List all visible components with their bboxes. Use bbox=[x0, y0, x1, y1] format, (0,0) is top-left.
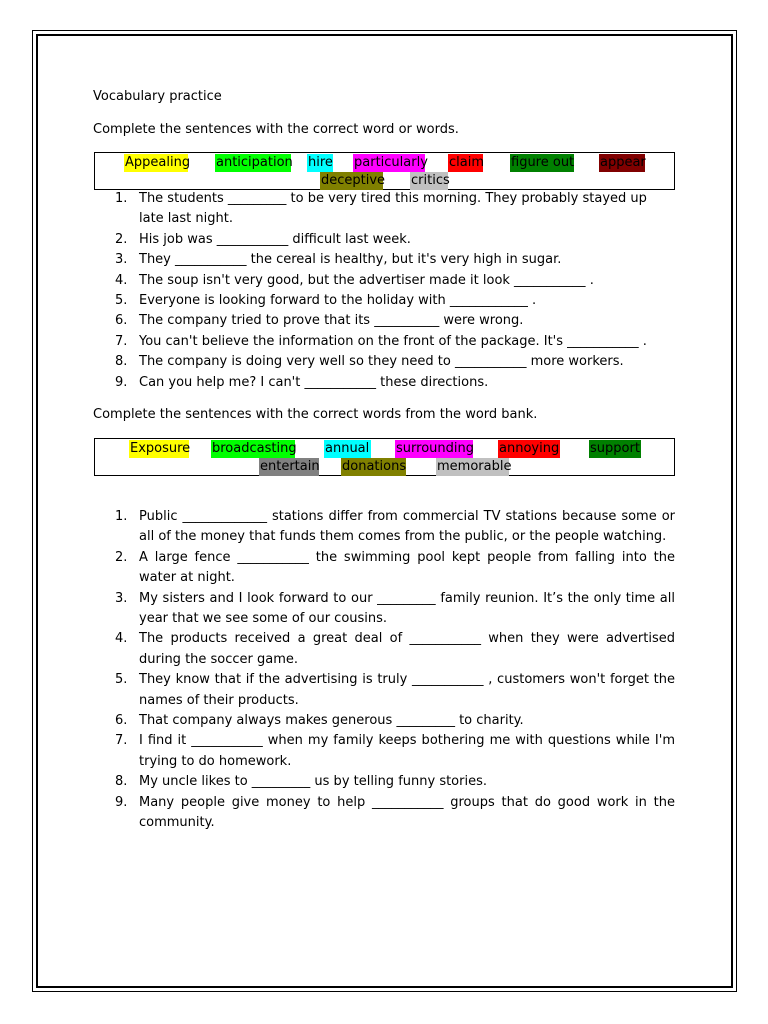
word-chip: Exposure bbox=[130, 441, 191, 456]
question-number: 2. bbox=[115, 549, 128, 565]
question-text: That company always makes generous _________ to charity. bbox=[139, 713, 524, 729]
question-text: My sisters and I look forward to our _________ family reunion. It’s the only time all year that we see some of our cousins. bbox=[139, 590, 675, 627]
question-item bbox=[115, 189, 675, 230]
word-chip: broadcasting bbox=[212, 441, 297, 456]
word-chip: appear bbox=[600, 155, 646, 170]
question-item bbox=[115, 670, 675, 711]
question-list-2 bbox=[115, 507, 675, 834]
question-text: You can't believe the information on the front of the package. It's ___________ . bbox=[139, 333, 647, 349]
question-number: 6. bbox=[115, 313, 128, 329]
question-number: 5. bbox=[115, 293, 128, 309]
question-number: 4. bbox=[115, 631, 128, 647]
question-list-1 bbox=[115, 189, 675, 393]
question-number: 9. bbox=[115, 794, 128, 810]
question-text: I find it ___________ when my family keeps bothering me with questions while I'm trying to do homework. bbox=[139, 733, 675, 769]
question-item bbox=[115, 731, 675, 772]
question-text: The products received a great deal of ___________ when they were advertised during the soccer game. bbox=[139, 631, 675, 667]
question-text: Many people give money to help ___________ groups that do good work in the community. bbox=[139, 794, 675, 831]
question-item bbox=[115, 711, 675, 731]
question-item bbox=[115, 373, 675, 393]
question-item bbox=[115, 589, 675, 630]
word-chip: hire bbox=[308, 155, 333, 170]
question-number: 3. bbox=[115, 590, 128, 606]
question-text: His job was ___________ difficult last week. bbox=[139, 231, 411, 247]
word-chip: critics bbox=[411, 173, 450, 188]
word-chip: annual bbox=[325, 441, 370, 456]
word-bank-2 bbox=[94, 438, 675, 476]
word-bank-1 bbox=[94, 152, 675, 190]
word-chip: anticipation bbox=[216, 155, 293, 170]
question-item bbox=[115, 291, 675, 311]
question-number: 1. bbox=[115, 509, 128, 524]
question-item bbox=[115, 352, 675, 372]
question-item bbox=[115, 332, 675, 352]
question-text: My uncle likes to _________ us by telling funny stories. bbox=[139, 774, 487, 790]
word-chip: surrounding bbox=[396, 441, 474, 456]
question-text: Public _____________ stations differ from commercial TV stations because some or all of the money that funds them comes from the public, or the people watching. bbox=[139, 509, 675, 545]
question-number: 4. bbox=[115, 272, 128, 288]
question-text: Everyone is looking forward to the holiday with ____________ . bbox=[139, 293, 537, 309]
question-number: 7. bbox=[115, 333, 128, 349]
question-item bbox=[115, 250, 675, 270]
question-text: Can you help me? I can't ___________ these directions. bbox=[139, 374, 489, 390]
word-chip: donations bbox=[342, 459, 407, 474]
question-text: A large fence ___________ the swimming pool kept people from falling into the water at night. bbox=[139, 549, 675, 586]
page-title: Vocabulary practice bbox=[93, 89, 222, 104]
question-item bbox=[115, 629, 675, 670]
question-text: The company tried to prove that its __________ were wrong. bbox=[139, 313, 524, 329]
question-number: 1. bbox=[115, 191, 128, 206]
question-number: 6. bbox=[115, 713, 128, 729]
question-number: 3. bbox=[115, 252, 128, 268]
question-item bbox=[115, 507, 675, 548]
word-chip: support bbox=[590, 441, 640, 456]
word-chip: deceptive bbox=[321, 173, 386, 188]
question-number: 8. bbox=[115, 354, 128, 370]
question-text: The company is doing very well so they need to ___________ more workers. bbox=[139, 354, 624, 370]
question-item bbox=[115, 230, 675, 250]
question-item bbox=[115, 311, 675, 331]
word-chip: figure out bbox=[511, 155, 575, 170]
section1-instruction: Complete the sentences with the correct word or words. bbox=[93, 122, 459, 137]
word-chip: annoying bbox=[499, 441, 560, 456]
question-text: They know that if the advertising is truly ___________ , customers won't forget the names of their products. bbox=[139, 672, 675, 708]
question-number: 5. bbox=[115, 672, 128, 688]
question-number: 8. bbox=[115, 774, 128, 790]
question-number: 9. bbox=[115, 374, 128, 390]
question-item bbox=[115, 271, 675, 291]
question-item bbox=[115, 548, 675, 589]
word-chip: particularly bbox=[354, 155, 428, 170]
word-chip: entertain bbox=[260, 459, 320, 474]
word-chip: memorable bbox=[437, 459, 512, 474]
question-text: They ___________ the cereal is healthy, but it's very high in sugar. bbox=[139, 252, 562, 268]
word-chip: claim bbox=[449, 155, 485, 170]
question-item bbox=[115, 793, 675, 834]
question-item bbox=[115, 772, 675, 792]
word-chip: Appealing bbox=[125, 155, 191, 170]
question-text: The soup isn't very good, but the advertiser made it look ___________ . bbox=[139, 272, 594, 288]
section2-instruction: Complete the sentences with the correct words from the word bank. bbox=[93, 407, 538, 422]
question-number: 7. bbox=[115, 733, 128, 749]
question-number: 2. bbox=[115, 231, 128, 247]
question-text: The students _________ to be very tired this morning. They probably stayed up late last night. bbox=[139, 191, 647, 227]
